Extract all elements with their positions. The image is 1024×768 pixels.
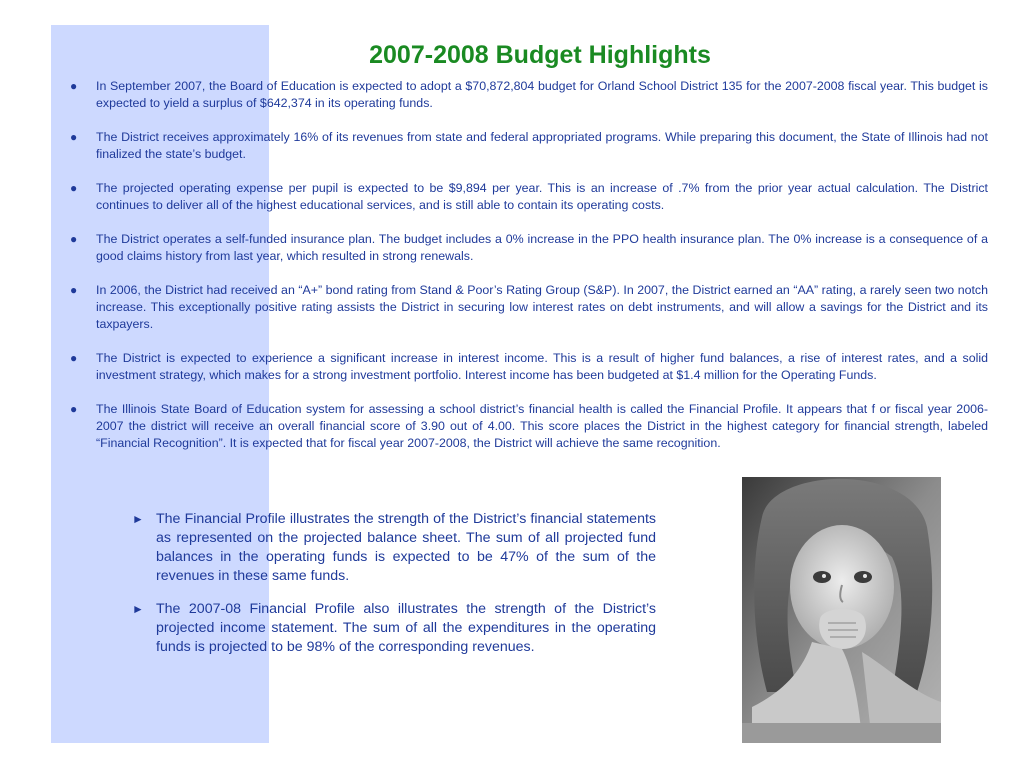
financial-profile-list — [132, 510, 656, 671]
bullet-icon: ● — [70, 79, 78, 93]
list-item-text: The District operates a self-funded insurance plan. The budget includes a 0% increase in the PPO health insurance plan. The 0% increase is a consequence of a good claims history from last year, which resulted in strong renewals. — [96, 232, 988, 263]
sub-list-item-text: The 2007-08 Financial Profile also illustrates the strength of the District’s projected income statement. The sum of all the expenditures in the operating funds is projected to be 98% of the corresponding revenues. — [156, 601, 656, 655]
list-item-text: In September 2007, the Board of Education is expected to adopt a $70,872,804 budget for Orland School District 135 for the 2007-2008 fiscal year. This budget is expected to yield a surplus of $642,374 in its operating funds. — [96, 79, 988, 110]
arrow-right-icon: ► — [132, 602, 144, 616]
highlights-list — [66, 78, 988, 469]
list-item-text: The projected operating expense per pupil is expected to be $9,894 per year. This is an increase of .7% from the prior year actual calculation. The District continues to deliver all of the highest educational services, and is still able to contain its operating costs. — [96, 181, 988, 212]
bullet-icon: ● — [70, 402, 78, 416]
bullet-icon: ● — [70, 232, 78, 246]
bullet-icon: ● — [70, 351, 78, 365]
list-item — [66, 350, 988, 384]
arrow-right-icon: ► — [132, 512, 144, 526]
child-photo-icon — [742, 477, 941, 743]
list-item — [66, 282, 988, 333]
bullet-icon: ● — [70, 181, 78, 195]
list-item-text: In 2006, the District had received an “A+” bond rating from Stand & Poor’s Rating Group (S&P). In 2007, the District earned an “AA” rating, a rarely seen two notch increase. This exceptionally positive rating assists the District in securing low interest rates on debt instruments, and will allow a savings for the District and its taxpayers. — [96, 283, 988, 331]
list-item — [66, 180, 988, 214]
list-item — [66, 401, 988, 452]
sub-list-item-text: The Financial Profile illustrates the strength of the District’s financial statements as represented on the projected balance sheet. The sum of all projected fund balances in the operating funds is expected to be 47% of the sum of the revenues in these same funds. — [156, 511, 656, 584]
sub-list-item — [132, 510, 656, 586]
sub-list-item — [132, 600, 656, 657]
list-item-text: The District is expected to experience a significant increase in interest income. This is a result of higher fund balances, a rise of interest rates, and a solid investment strategy, which makes for a strong investment portfolio. Interest income has been budgeted at $1.4 million for the Operating Funds. — [96, 351, 988, 382]
list-item-text: The District receives approximately 16% of its revenues from state and federal appropriated programs. While preparing this document, the State of Illinois had not finalized the state’s budget. — [96, 130, 988, 161]
list-item — [66, 231, 988, 265]
child-photo-graphic — [742, 477, 941, 743]
bullet-icon: ● — [70, 130, 78, 144]
list-item-text: The Illinois State Board of Education system for assessing a school district’s financial health is called the Financial Profile. It appears that f or fiscal year 2006-2007 the district will receive an overall financial score of 3.90 out of 4.00. This score places the District in the highest category for financial strength, labeled “Financial Recognition”. It is expected that for fiscal year 2007-2008, the District will achieve the same recognition. — [96, 402, 988, 450]
list-item — [66, 78, 988, 112]
bullet-icon: ● — [70, 283, 78, 297]
list-item — [66, 129, 988, 163]
page-title: 2007-2008 Budget Highlights — [369, 41, 711, 69]
